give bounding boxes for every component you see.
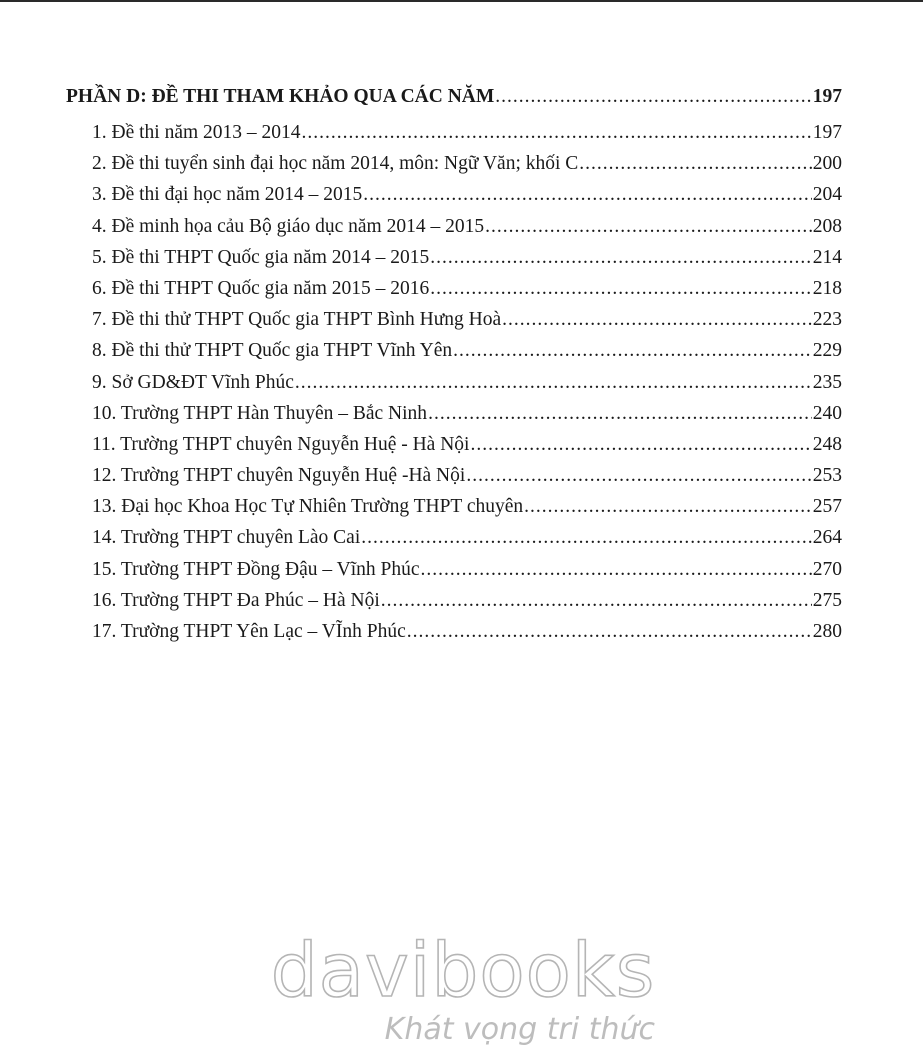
toc-entry-title: 12. Trường THPT chuyên Nguyễn Huệ -Hà Nội bbox=[92, 465, 466, 487]
toc-entry[interactable] bbox=[66, 340, 842, 371]
toc-entry-page: 223 bbox=[812, 309, 842, 331]
toc-dot-leader bbox=[579, 153, 811, 175]
toc-entry-title: 8. Đề thi thử THPT Quốc gia THPT Vĩnh Yên bbox=[92, 340, 453, 362]
toc-entry-title: 15. Trường THPT Đồng Đậu – Vĩnh Phúc bbox=[92, 558, 420, 580]
toc-dot-leader bbox=[381, 590, 812, 612]
toc-entry-page: 275 bbox=[812, 589, 842, 611]
toc-dot-leader bbox=[430, 278, 811, 300]
toc-dot-leader bbox=[302, 122, 812, 144]
toc-entry[interactable] bbox=[66, 559, 842, 590]
toc-entry-title: 4. Đề minh họa cảu Bộ giáo dục năm 2014 – 2015 bbox=[92, 215, 485, 237]
toc-entry-page: 240 bbox=[812, 402, 842, 424]
toc-entry-title: 2. Đề thi tuyển sinh đại học năm 2014, môn: Ngữ Văn; khối C bbox=[92, 153, 579, 175]
toc-entry[interactable] bbox=[66, 621, 842, 652]
toc-dot-leader bbox=[428, 403, 812, 425]
toc-entry-page: 200 bbox=[812, 153, 842, 175]
page-top-border bbox=[0, 0, 923, 2]
toc-entry-page: 257 bbox=[812, 496, 842, 518]
toc-entry-page: 235 bbox=[812, 371, 842, 393]
toc-dot-leader bbox=[495, 86, 811, 108]
toc-dot-leader bbox=[502, 309, 812, 331]
toc-entry[interactable] bbox=[66, 434, 842, 465]
toc-entry-page: 218 bbox=[812, 277, 842, 299]
toc-dot-leader bbox=[363, 184, 812, 206]
toc-entry[interactable] bbox=[66, 122, 842, 153]
table-of-contents bbox=[66, 84, 842, 652]
toc-dot-leader bbox=[430, 247, 811, 269]
toc-entry[interactable] bbox=[66, 153, 842, 184]
toc-entry-title: 16. Trường THPT Đa Phúc – Hà Nội bbox=[92, 589, 380, 611]
toc-entry-page: 229 bbox=[812, 340, 842, 362]
toc-entry-title: 5. Đề thi THPT Quốc gia năm 2014 – 2015 bbox=[92, 246, 430, 268]
toc-entry-page: 248 bbox=[812, 433, 842, 455]
toc-dot-leader bbox=[466, 465, 811, 487]
toc-entry[interactable] bbox=[66, 216, 842, 247]
toc-entry-title: 14. Trường THPT chuyên Lào Cai bbox=[92, 527, 361, 549]
toc-entry-page: 214 bbox=[812, 246, 842, 268]
toc-entry-title: 10. Trường THPT Hàn Thuyên – Bắc Ninh bbox=[92, 402, 428, 424]
toc-entry-title: 13. Đại học Khoa Học Tự Nhiên Trường THPT chuyên bbox=[92, 496, 524, 518]
toc-entry-title: 17. Trường THPT Yên Lạc – VĨnh Phúc bbox=[92, 621, 406, 642]
toc-entry-title: 11. Trường THPT chuyên Nguyễn Huệ - Hà Nội bbox=[92, 433, 470, 455]
brand-wordmark: davibooks bbox=[270, 928, 656, 1014]
toc-dot-leader bbox=[453, 340, 812, 362]
toc-entry-page: 204 bbox=[812, 184, 842, 206]
toc-entry-title: 9. Sở GD&ĐT Vĩnh Phúc bbox=[92, 371, 294, 393]
toc-entry[interactable] bbox=[66, 184, 842, 215]
toc-entry[interactable] bbox=[66, 465, 842, 496]
toc-entry[interactable] bbox=[66, 309, 842, 340]
toc-dot-leader bbox=[295, 372, 812, 394]
toc-dot-leader bbox=[421, 559, 812, 581]
toc-dot-leader bbox=[524, 496, 812, 518]
toc-dot-leader bbox=[361, 527, 812, 549]
toc-entry[interactable] bbox=[66, 372, 842, 403]
toc-entry-page: 264 bbox=[812, 527, 842, 549]
toc-entry[interactable] bbox=[66, 247, 842, 278]
brand-slogan: Khát vọng tri thức bbox=[384, 1012, 655, 1047]
toc-entry-title: 3. Đề thi đại học năm 2014 – 2015 bbox=[92, 184, 363, 206]
toc-entry[interactable] bbox=[66, 403, 842, 434]
toc-entry-title: 6. Đề thi THPT Quốc gia năm 2015 – 2016 bbox=[92, 277, 430, 299]
toc-entry-page: 270 bbox=[812, 558, 842, 580]
toc-entry-page: 208 bbox=[812, 215, 842, 237]
toc-entry-page: 280 bbox=[812, 621, 842, 642]
toc-heading-text: PHẦN D: ĐỀ THI THAM KHẢO QUA CÁC NĂM bbox=[66, 86, 495, 107]
davibooks-logo bbox=[263, 918, 663, 1048]
toc-entry-title: 1. Đề thi năm 2013 – 2014 bbox=[92, 122, 301, 143]
toc-entry-title: 7. Đề thi thử THPT Quốc gia THPT Bình Hưng Hoà bbox=[92, 309, 502, 331]
davibooks-watermark bbox=[263, 918, 663, 1048]
toc-dot-leader bbox=[407, 621, 812, 643]
toc-dot-leader bbox=[470, 434, 811, 456]
toc-entry[interactable] bbox=[66, 590, 842, 621]
toc-section-heading[interactable] bbox=[66, 84, 842, 122]
toc-entry[interactable] bbox=[66, 496, 842, 527]
toc-entry-list bbox=[66, 122, 842, 652]
toc-heading-page: 197 bbox=[812, 86, 842, 107]
toc-dot-leader bbox=[485, 216, 812, 238]
toc-entry-page: 253 bbox=[812, 465, 842, 487]
toc-entry[interactable] bbox=[66, 527, 842, 558]
toc-entry-page: 197 bbox=[812, 122, 842, 143]
toc-entry[interactable] bbox=[66, 278, 842, 309]
